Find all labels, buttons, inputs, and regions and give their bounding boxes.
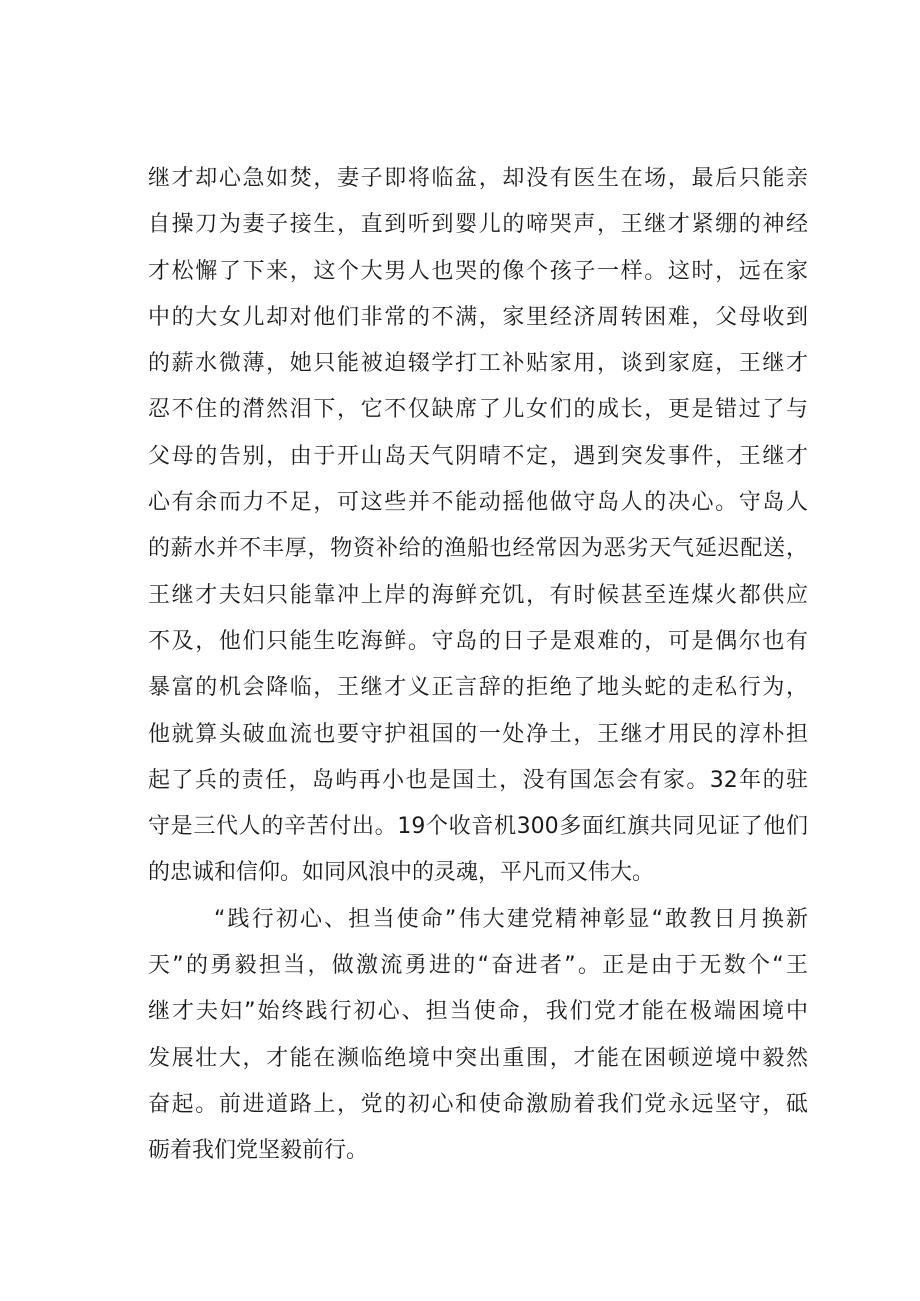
text-line: 砺着我们党坚毅前行。 xyxy=(148,1138,369,1164)
text-line: 天”的勇毅担当，做激流勇进的“奋进者”。正是由于无数个“王 xyxy=(148,953,808,979)
text-line: 发展壮大，才能在濒临绝境中突出重围，才能在困顿逆境中毅然 xyxy=(148,1045,808,1071)
text-line: 不及，他们只能生吃海鲜。守岛的日子是艰难的，可是偶尔也有 xyxy=(148,628,808,654)
text-line: 父母的告别，由于开山岛天气阴晴不定，遇到突发事件，王继才 xyxy=(148,443,808,469)
text-line: 中的大女儿却对他们非常的不满，家里经济周转困难，父母收到 xyxy=(148,304,808,330)
text-line: 的忠诚和信仰。如同风浪中的灵魂，平凡而又伟大。 xyxy=(148,860,655,886)
text-line: 心有余而力不足，可这些并不能动摇他做守岛人的决心。守岛人 xyxy=(148,490,808,516)
text-line: 守是三代人的辛苦付出。19个收音机300多面红旗共同见证了他们 xyxy=(148,814,808,840)
text-line: 奋起。前进道路上，党的初心和使命激励着我们党永远坚守，砥 xyxy=(148,1091,808,1117)
text-line: 的薪水并不丰厚，物资补给的渔船也经常因为恶劣天气延迟配送， xyxy=(148,536,808,562)
text-line: 自操刀为妻子接生，直到听到婴儿的啼哭声，王继才紧绷的神经 xyxy=(148,212,808,238)
text-line: 他就算头破血流也要守护祖国的一处净土，王继才用民的淳朴担 xyxy=(148,721,808,747)
text-line: 忍不住的潸然泪下，它不仅缺席了儿女们的成长，更是错过了与 xyxy=(148,397,808,423)
paragraph-1 xyxy=(148,156,808,897)
text-line: 的薪水微薄，她只能被迫辍学打工补贴家用，谈到家庭，王继才 xyxy=(148,351,808,377)
text-line: 继才夫妇”始终践行初心、担当使命，我们党才能在极端困境中 xyxy=(148,999,808,1025)
text-line: 起了兵的责任，岛屿再小也是国土，没有国怎会有家。32年的驻 xyxy=(148,767,808,793)
text-line: 才松懈了下来，这个大男人也哭的像个孩子一样。这时，远在家 xyxy=(148,258,808,284)
paragraph-2 xyxy=(148,897,808,1175)
document-body xyxy=(148,156,808,1175)
text-line: 继才却心急如焚，妻子即将临盆，却没有医生在场，最后只能亲 xyxy=(148,166,808,191)
text-line: 王继才夫妇只能靠冲上岸的海鲜充饥，有时候甚至连煤火都供应 xyxy=(148,582,808,608)
text-line: 暴富的机会降临，王继才义正言辞的拒绝了地头蛇的走私行为， xyxy=(148,675,808,701)
text-line: “践行初心、担当使命”伟大建党精神彰显“敢教日月换新 xyxy=(214,906,808,932)
